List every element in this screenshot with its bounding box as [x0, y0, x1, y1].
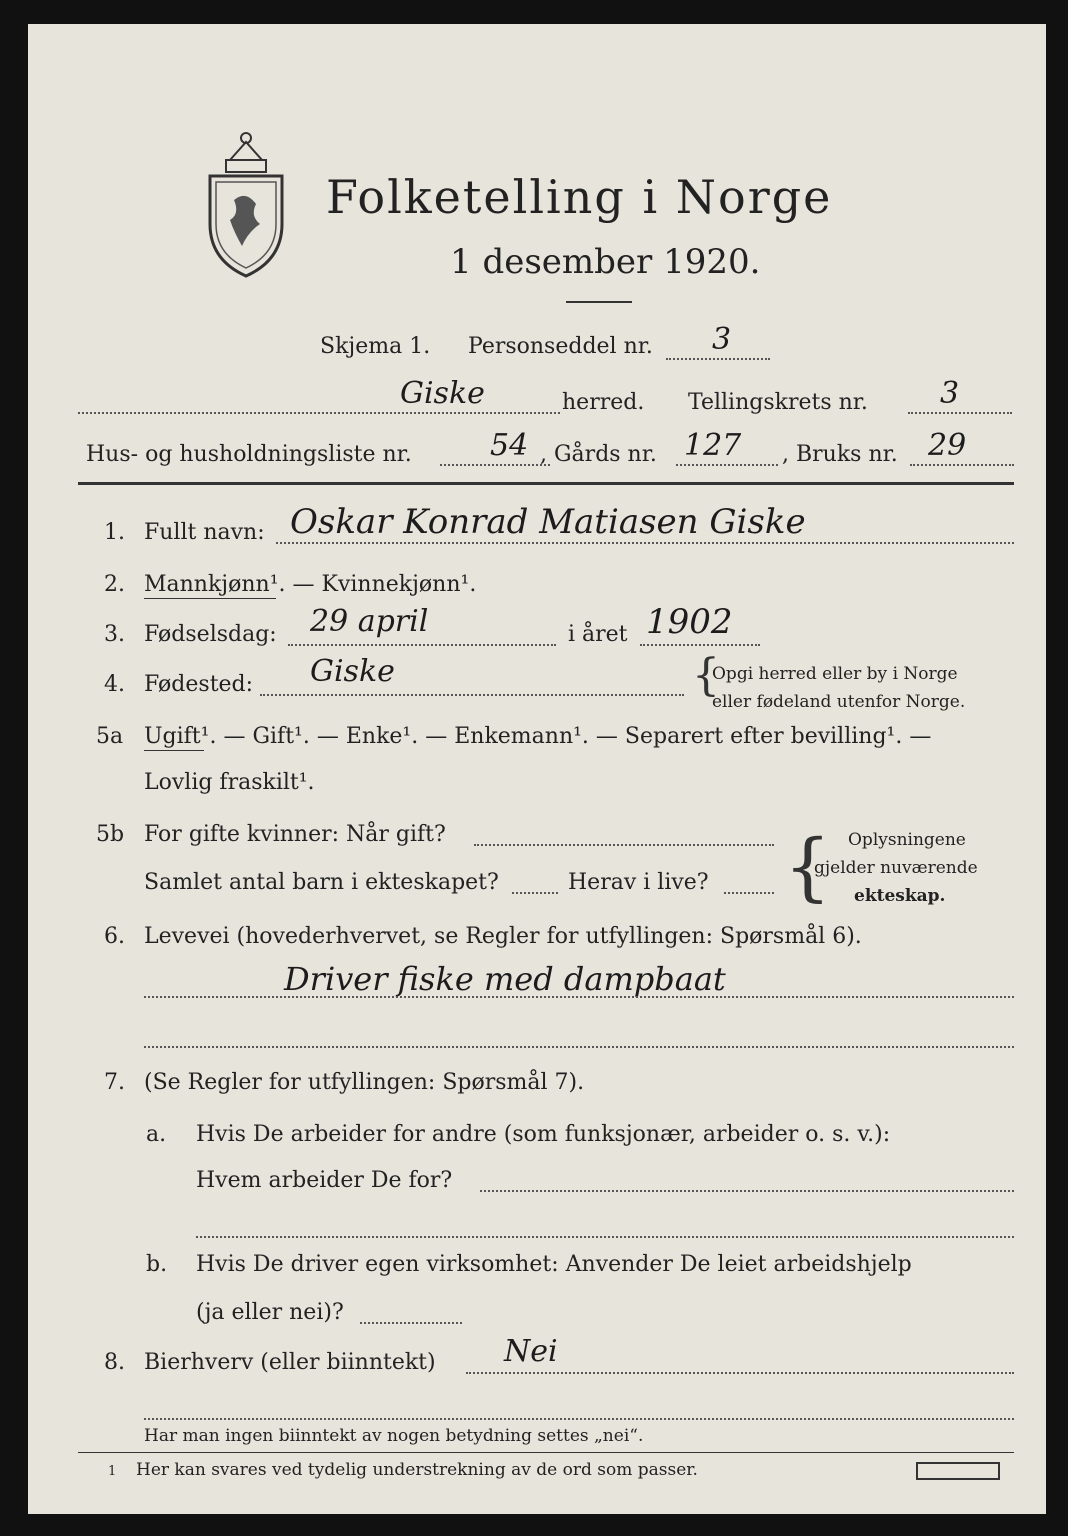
- printer-stamp-icon: [916, 1462, 1000, 1480]
- q4-label: Fødested:: [144, 672, 254, 697]
- children-alive-label: Herav i live?: [568, 870, 709, 895]
- q5a-number: 5a: [96, 724, 124, 749]
- side-income-line-2: [144, 1418, 1014, 1420]
- q7b-yes-no-label: (ja eller nei)?: [196, 1300, 344, 1325]
- children-total-label: Samlet antal barn i ekteskapet?: [144, 870, 499, 895]
- occupation-label: Levevei (hovederhvervet, se Regler for utfyllingen: Spørsmål 6).: [144, 924, 862, 949]
- full-name-value: Oskar Konrad Matiasen Giske: [290, 502, 806, 542]
- birthplace-note-brace: {: [692, 650, 720, 701]
- side-income-line-1: [466, 1372, 1014, 1374]
- gender-underline: [144, 598, 276, 599]
- title-divider: [566, 301, 632, 303]
- children-alive-line: [724, 892, 774, 894]
- occupation-line-1: [144, 996, 1014, 998]
- birthday-value: 29 april: [310, 604, 429, 639]
- tellingskrets-value: 3: [940, 376, 960, 411]
- birthplace-note-2: eller fødeland utenfor Norge.: [712, 692, 966, 712]
- footnote-text: Her kan svares ved tydelig understrekning av de ord som passer.: [136, 1460, 698, 1480]
- marital-status-options: Ugift¹. — Gift¹. — Enke¹. — Enkemann¹. — Separert efter bevilling¹. —: [144, 724, 932, 749]
- marriage-note-2: gjelder nuværende: [814, 858, 978, 878]
- q7b-letter: b.: [146, 1252, 168, 1277]
- hus-label: Hus- og husholdningsliste nr.: [86, 442, 412, 467]
- hus-value: 54: [490, 428, 529, 463]
- q2-number: 2.: [104, 572, 125, 597]
- occupation-value: Driver fiske med dampbaat: [284, 960, 726, 998]
- bruks-label: , Bruks nr.: [782, 442, 898, 467]
- q7b-question: Hvis De driver egen virksomhet: Anvender De leiet arbeidshjelp: [196, 1252, 912, 1277]
- married-when-line: [474, 844, 774, 846]
- tellingskrets-line: [908, 412, 1012, 414]
- q8-number: 8.: [104, 1350, 125, 1375]
- gards-value: 127: [684, 428, 742, 463]
- gender-options: Mannkjønn¹. — Kvinnekjønn¹.: [144, 572, 477, 597]
- marriage-note-3: ekteskap.: [854, 886, 946, 906]
- marriage-note-brace: {: [784, 824, 832, 910]
- q7a-question: Hvis De arbeider for andre (som funksjonær, arbeider o. s. v.):: [196, 1122, 891, 1147]
- q6-number: 6.: [104, 924, 125, 949]
- year-line: [640, 644, 760, 646]
- personseddel-value: 3: [712, 322, 732, 357]
- personseddel-label: Personseddel nr.: [468, 334, 653, 359]
- schema-label: Skjema 1.: [320, 334, 431, 359]
- herred-label: herred.: [562, 390, 645, 415]
- employer-line-2: [196, 1236, 1014, 1238]
- q7a-employer-label: Hvem arbeider De for?: [196, 1168, 453, 1193]
- q7-label: (Se Regler for utfyllingen: Spørsmål 7).: [144, 1070, 585, 1095]
- q3-label: Fødselsdag:: [144, 622, 277, 647]
- year-label: i året: [568, 622, 628, 647]
- q7a-letter: a.: [146, 1122, 167, 1147]
- q5b-number: 5b: [96, 822, 125, 847]
- birthplace-line: [260, 694, 684, 696]
- header-divider: [78, 482, 1014, 485]
- side-income-value: Nei: [504, 1334, 558, 1369]
- footnote-divider: [78, 1452, 1014, 1453]
- q1-line: [276, 542, 1014, 544]
- birthday-line: [288, 644, 556, 646]
- occupation-line-2: [144, 1046, 1014, 1048]
- employer-line-1: [480, 1190, 1014, 1192]
- coat-of-arms-icon: [200, 120, 292, 280]
- no-income-note: Har man ingen biinntekt av nogen betydning settes „nei“.: [144, 1426, 644, 1446]
- q4-number: 4.: [104, 672, 125, 697]
- form-title: Folketelling i Norge: [326, 170, 833, 224]
- q3-number: 3.: [104, 622, 125, 647]
- q7-number: 7.: [104, 1070, 125, 1095]
- gards-line: [676, 464, 778, 466]
- q1-label: Fullt navn:: [144, 520, 265, 545]
- birthplace-value: Giske: [310, 654, 395, 689]
- herred-line: [78, 412, 560, 414]
- hired-help-line: [360, 1322, 462, 1324]
- personseddel-line: [666, 358, 770, 360]
- bruks-line: [910, 464, 1014, 466]
- marriage-note-1: Oplysningene: [848, 830, 966, 850]
- marital-underline: [144, 750, 204, 751]
- marital-status-options-2: Lovlig fraskilt¹.: [144, 770, 315, 795]
- married-women-label: For gifte kvinner: Når gift?: [144, 822, 446, 847]
- census-form: [28, 24, 1046, 1514]
- q1-number: 1.: [104, 520, 125, 545]
- side-income-label: Bierhverv (eller biinntekt): [144, 1350, 436, 1375]
- gards-label: , Gårds nr.: [540, 442, 657, 467]
- herred-value: Giske: [400, 376, 485, 411]
- bruks-value: 29: [928, 428, 967, 463]
- birth-year-value: 1902: [646, 602, 733, 642]
- birthplace-note-1: Opgi herred eller by i Norge: [712, 664, 958, 684]
- tellingskrets-label: Tellingskrets nr.: [688, 390, 868, 415]
- children-total-line: [512, 892, 558, 894]
- hus-line: [440, 464, 550, 466]
- census-date: 1 desember 1920.: [450, 242, 761, 282]
- footnote-mark: 1: [108, 1464, 117, 1479]
